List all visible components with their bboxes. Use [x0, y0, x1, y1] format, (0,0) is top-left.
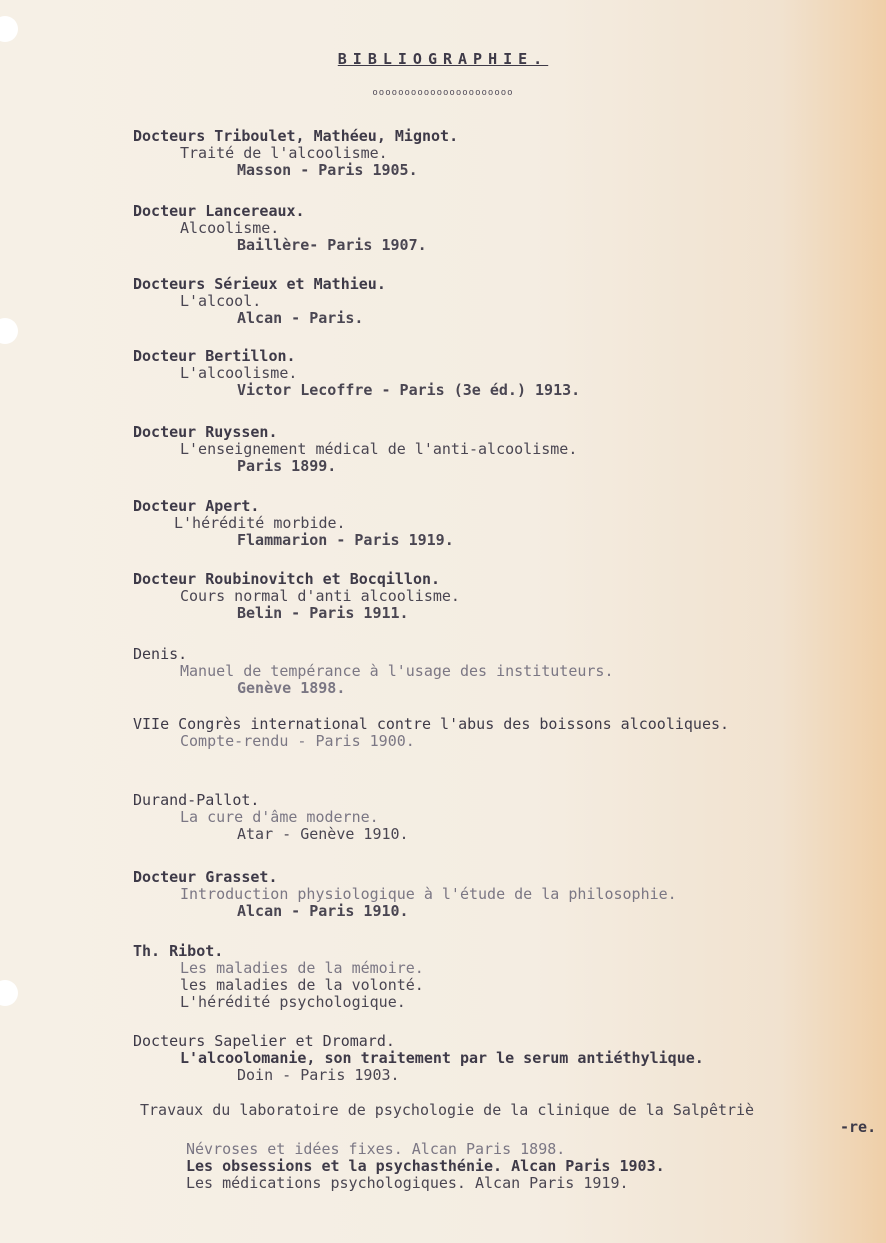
entry-title: L'alcoolomanie, son traitement par le serum antiéthylique. [180, 1049, 704, 1067]
entry-title: Traité de l'alcoolisme. [180, 144, 388, 162]
travaux-heading-cont: -re. [840, 1118, 877, 1136]
entry-title: L'hérédité psychologique. [180, 993, 406, 1011]
entry-title: L'alcool. [180, 292, 262, 310]
bib-entry [133, 498, 454, 549]
entry-publisher: Masson - Paris 1905. [237, 161, 418, 179]
entry-author: Docteur Ruyssen. [133, 423, 278, 441]
entry-author: Docteur Lancereaux. [133, 202, 305, 220]
punch-hole [0, 318, 18, 344]
bib-entry [133, 1033, 704, 1084]
entry-author: VIIe Congrès international contre l'abus des boissons alcooliques. [133, 715, 730, 733]
entry-author: Th. Ribot. [133, 942, 224, 960]
ornament-line: oooooooooooooooooooooo [372, 88, 514, 98]
entry-publisher: Belin - Paris 1911. [237, 604, 409, 622]
entry-author: Durand-Pallot. [133, 791, 260, 809]
bib-entry [133, 571, 460, 622]
entry-title: Les maladies de la mémoire. [180, 959, 424, 977]
entry-publisher: Baillère- Paris 1907. [237, 236, 427, 254]
bib-entry [133, 792, 409, 843]
entry-title: Cours normal d'anti alcoolisme. [180, 587, 460, 605]
bib-entry [133, 943, 424, 1011]
entry-author: Docteurs Sérieux et Mathieu. [133, 275, 386, 293]
entry-publisher: Alcan - Paris 1910. [237, 902, 409, 920]
entry-publisher: Flammarion - Paris 1919. [237, 531, 454, 549]
bib-entry [133, 716, 729, 750]
entry-title: Manuel de tempérance à l'usage des instituteurs. [180, 662, 614, 680]
entry-publisher: Victor Lecoffre - Paris (3e éd.) 1913. [237, 381, 581, 399]
travaux-item: Névroses et idées fixes. Alcan Paris 1898. [186, 1140, 566, 1158]
entry-title: L'enseignement médical de l'anti-alcoolisme. [180, 440, 578, 458]
punch-hole [0, 16, 18, 42]
entry-author: Docteurs Triboulet, Mathéeu, Mignot. [133, 127, 459, 145]
entry-title: L'alcoolisme. [180, 364, 298, 382]
bib-entry [133, 424, 577, 475]
entry-publisher: Doin - Paris 1903. [237, 1066, 400, 1084]
entry-publisher: Genève 1898. [237, 679, 346, 697]
bib-entry [133, 203, 427, 254]
travaux-list [186, 1141, 665, 1192]
entry-author: Docteur Apert. [133, 497, 260, 515]
entry-author: Docteurs Sapelier et Dromard. [133, 1032, 395, 1050]
travaux-entry [140, 1102, 876, 1136]
travaux-item: Les médications psychologiques. Alcan Paris 1919. [186, 1174, 629, 1192]
punch-hole [0, 980, 18, 1006]
entry-title: La cure d'âme moderne. [180, 808, 379, 826]
bib-entry [133, 869, 677, 920]
travaux-heading: Travaux du laboratoire de psychologie de la clinique de la Salpêtriè [140, 1101, 755, 1119]
entry-title: L'hérédité morbide. [174, 514, 346, 532]
entry-author: Docteur Grasset. [133, 868, 278, 886]
entry-title: Introduction physiologique à l'étude de la philosophie. [180, 885, 677, 903]
entry-publisher: Paris 1899. [237, 457, 337, 475]
entry-title: les maladies de la volonté. [180, 976, 424, 994]
entry-title: Alcoolisme. [180, 219, 280, 237]
bib-entry [133, 128, 458, 179]
entry-author: Denis. [133, 645, 188, 663]
entry-publisher: Atar - Genève 1910. [237, 825, 409, 843]
bib-entry [133, 348, 580, 399]
entry-author: Docteur Roubinovitch et Bocqillon. [133, 570, 441, 588]
page-title: BIBLIOGRAPHIE. [337, 50, 549, 68]
bib-entry [133, 276, 386, 327]
travaux-item: Les obsessions et la psychasthénie. Alcan Paris 1903. [186, 1157, 665, 1175]
entry-author: Docteur Bertillon. [133, 347, 296, 365]
bib-entry [133, 646, 613, 697]
entry-publisher: Alcan - Paris. [237, 309, 364, 327]
entry-title: Compte-rendu - Paris 1900. [180, 732, 415, 750]
